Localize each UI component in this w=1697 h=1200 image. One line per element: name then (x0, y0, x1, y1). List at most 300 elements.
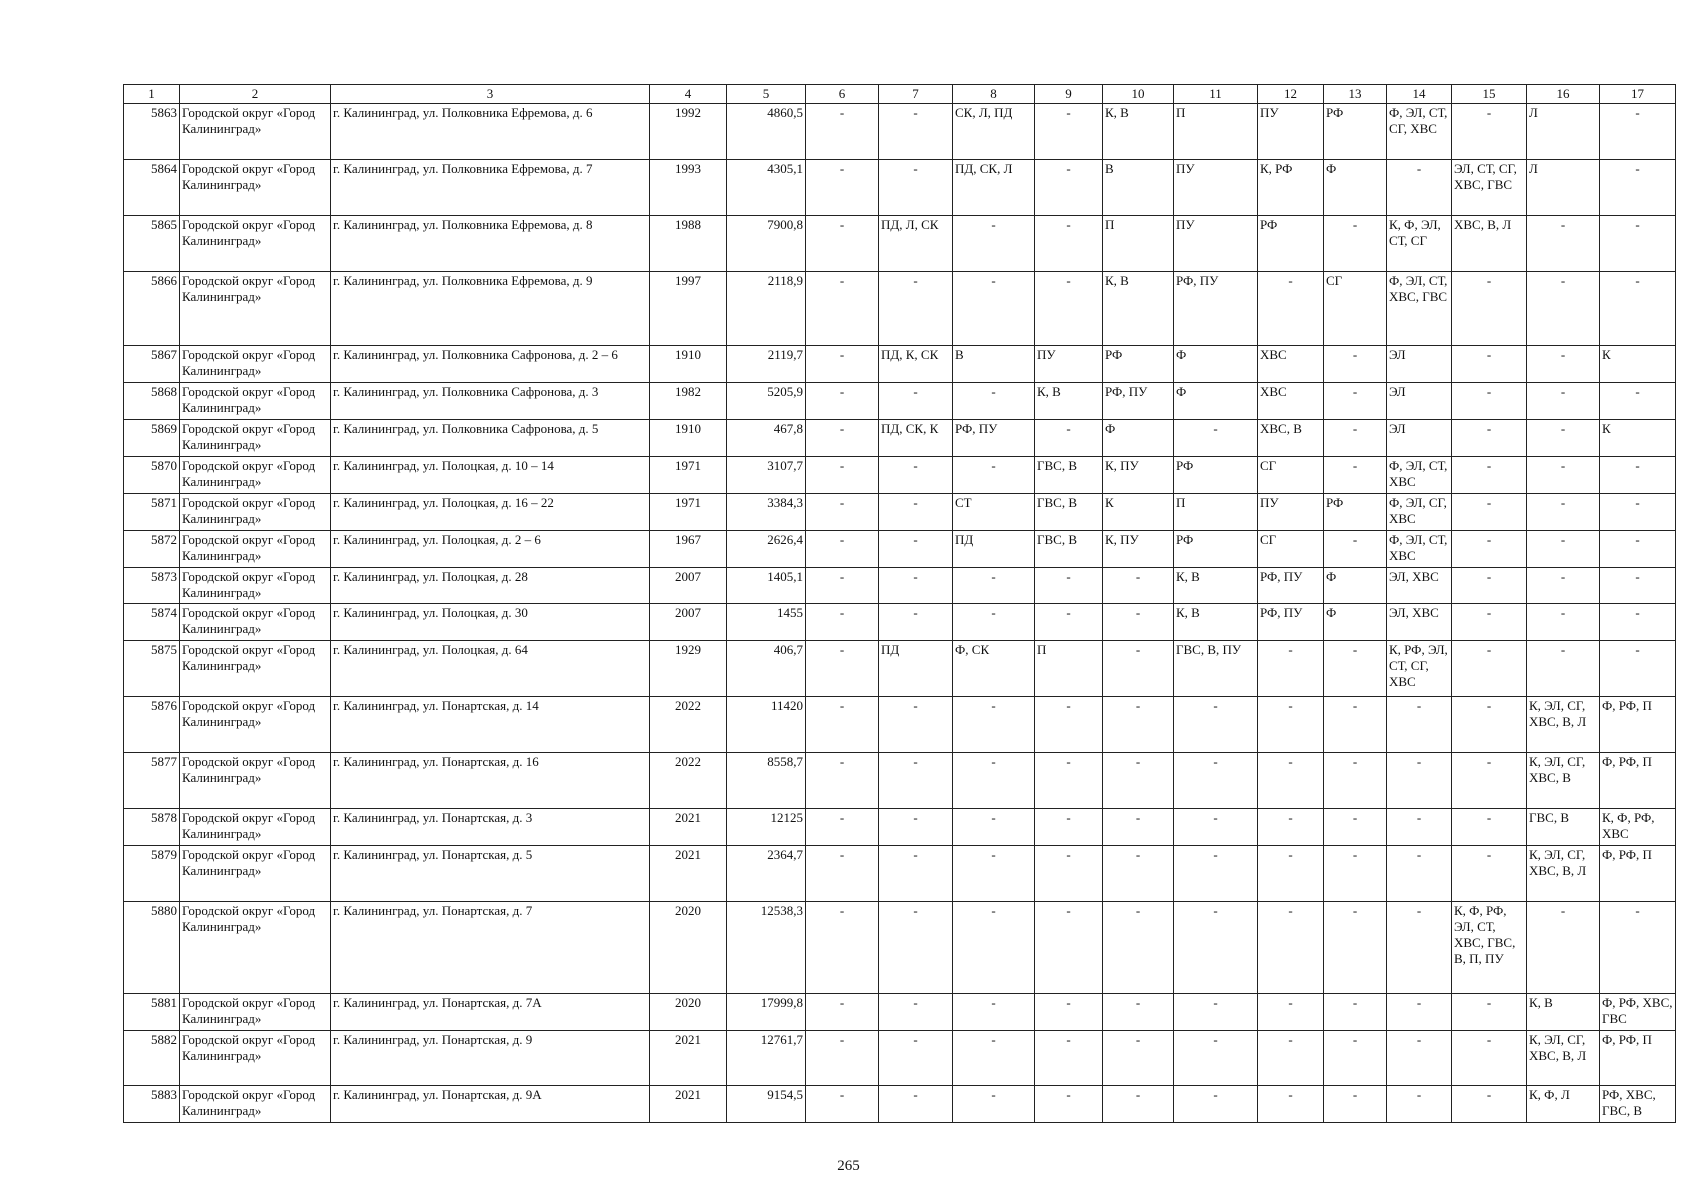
table-cell-col-8: - (953, 753, 1035, 809)
table-cell-col-16: К, ЭЛ, СГ, ХВС, В (1527, 753, 1600, 809)
table-cell-col-1: 5868 (124, 383, 180, 420)
table-cell-col-7: - (879, 457, 953, 494)
table-cell-col-15: - (1452, 641, 1527, 697)
table-cell-col-15: - (1452, 457, 1527, 494)
table-cell-col-8: - (953, 272, 1035, 346)
table-cell-col-2: Городской округ «Город Калининград» (180, 346, 331, 383)
table-cell-col-4: 2022 (650, 697, 727, 753)
table-cell-col-13: - (1324, 531, 1387, 568)
table-cell-col-11: - (1174, 846, 1258, 902)
table-cell-col-1: 5863 (124, 104, 180, 160)
table-cell-col-11: К, В (1174, 568, 1258, 604)
table-cell-col-13: - (1324, 383, 1387, 420)
table-cell-col-1: 5876 (124, 697, 180, 753)
table-cell-col-15: К, Ф, РФ, ЭЛ, СТ, ХВС, ГВС, В, П, ПУ (1452, 902, 1527, 994)
table-cell-col-13: - (1324, 420, 1387, 457)
table-cell-col-17: - (1600, 383, 1676, 420)
table-cell-col-3: г. Калининград, ул. Полковника Ефремова, д. 7 (331, 160, 650, 216)
table-cell-col-6: - (806, 494, 879, 531)
table-cell-col-1: 5869 (124, 420, 180, 457)
table-cell-col-6: - (806, 604, 879, 641)
table-cell-col-15: - (1452, 272, 1527, 346)
table-cell-col-12: ХВС, В (1258, 420, 1324, 457)
table-cell-col-4: 1992 (650, 104, 727, 160)
table-cell-col-10: К, ПУ (1103, 457, 1174, 494)
table-cell-col-17: - (1600, 494, 1676, 531)
table-cell-col-12: - (1258, 1086, 1324, 1123)
table-cell-col-8: - (953, 809, 1035, 846)
table-cell-col-2: Городской округ «Город Калининград» (180, 902, 331, 994)
table-cell-col-13: Ф (1324, 604, 1387, 641)
table-cell-col-9: - (1035, 272, 1103, 346)
table-cell-col-6: - (806, 1031, 879, 1086)
housing-register-table (123, 84, 1676, 1123)
table-cell-col-13: - (1324, 753, 1387, 809)
table-cell-col-4: 1971 (650, 494, 727, 531)
table-cell-col-12: РФ, ПУ (1258, 604, 1324, 641)
table-cell-col-4: 2021 (650, 1086, 727, 1123)
table-cell-col-12: - (1258, 846, 1324, 902)
table-cell-col-14: - (1387, 1086, 1452, 1123)
table-cell-col-9: ГВС, В (1035, 494, 1103, 531)
table-cell-col-8: - (953, 1086, 1035, 1123)
table-cell-col-12: ПУ (1258, 494, 1324, 531)
table-cell-col-7: - (879, 494, 953, 531)
table-cell-col-11: П (1174, 494, 1258, 531)
table-cell-col-3: г. Калининград, ул. Полоцкая, д. 16 – 22 (331, 494, 650, 531)
table-cell-col-7: - (879, 104, 953, 160)
table-cell-col-14: - (1387, 753, 1452, 809)
table-cell-col-10: - (1103, 846, 1174, 902)
table-row (124, 272, 1676, 346)
table-cell-col-14: ЭЛ, ХВС (1387, 568, 1452, 604)
table-cell-col-17: - (1600, 457, 1676, 494)
table-cell-col-3: г. Калининград, ул. Полоцкая, д. 30 (331, 604, 650, 641)
table-cell-col-13: - (1324, 697, 1387, 753)
table-cell-col-5: 12761,7 (727, 1031, 806, 1086)
table-cell-col-7: - (879, 160, 953, 216)
table-cell-col-9: - (1035, 994, 1103, 1031)
table-cell-col-6: - (806, 697, 879, 753)
table-cell-col-9: - (1035, 753, 1103, 809)
table-cell-col-15: - (1452, 753, 1527, 809)
table-cell-col-15: - (1452, 1031, 1527, 1086)
table-cell-col-14: - (1387, 902, 1452, 994)
table-cell-col-9: - (1035, 568, 1103, 604)
table-cell-col-8: - (953, 697, 1035, 753)
table-row (124, 994, 1676, 1031)
table-cell-col-4: 1997 (650, 272, 727, 346)
table-cell-col-13: - (1324, 346, 1387, 383)
table-cell-col-5: 5205,9 (727, 383, 806, 420)
table-cell-col-10: - (1103, 902, 1174, 994)
table-cell-col-13: - (1324, 641, 1387, 697)
column-header-8: 8 (953, 85, 1035, 104)
table-cell-col-6: - (806, 346, 879, 383)
table-cell-col-5: 12125 (727, 809, 806, 846)
table-cell-col-13: - (1324, 457, 1387, 494)
table-cell-col-2: Городской округ «Город Калининград» (180, 604, 331, 641)
table-cell-col-17: К (1600, 346, 1676, 383)
table-cell-col-12: - (1258, 994, 1324, 1031)
table-cell-col-14: К, Ф, ЭЛ, СТ, СГ (1387, 216, 1452, 272)
table-cell-col-3: г. Калининград, ул. Понартская, д. 14 (331, 697, 650, 753)
table-cell-col-16: - (1527, 457, 1600, 494)
table-cell-col-11: - (1174, 1031, 1258, 1086)
table-cell-col-12: РФ (1258, 216, 1324, 272)
table-cell-col-11: - (1174, 697, 1258, 753)
table-cell-col-14: - (1387, 697, 1452, 753)
table-cell-col-14: ЭЛ, ХВС (1387, 604, 1452, 641)
table-cell-col-6: - (806, 216, 879, 272)
table-cell-col-15: - (1452, 604, 1527, 641)
table-cell-col-6: - (806, 420, 879, 457)
table-cell-col-3: г. Калининград, ул. Полковника Сафронова, д. 2 – 6 (331, 346, 650, 383)
table-cell-col-15: - (1452, 1086, 1527, 1123)
table-cell-col-8: - (953, 568, 1035, 604)
table-cell-col-11: П (1174, 104, 1258, 160)
table-cell-col-4: 1993 (650, 160, 727, 216)
table-cell-col-12: К, РФ (1258, 160, 1324, 216)
table-cell-col-1: 5878 (124, 809, 180, 846)
table-cell-col-6: - (806, 383, 879, 420)
table-cell-col-17: К (1600, 420, 1676, 457)
table-cell-col-8: ПД, СК, Л (953, 160, 1035, 216)
table-cell-col-3: г. Калининград, ул. Полоцкая, д. 64 (331, 641, 650, 697)
table-cell-col-7: - (879, 697, 953, 753)
table-cell-col-14: ЭЛ (1387, 346, 1452, 383)
table-cell-col-3: г. Калининград, ул. Понартская, д. 7А (331, 994, 650, 1031)
table-cell-col-6: - (806, 641, 879, 697)
table-cell-col-12: - (1258, 697, 1324, 753)
table-cell-col-11: - (1174, 994, 1258, 1031)
table-cell-col-16: - (1527, 383, 1600, 420)
table-cell-col-17: - (1600, 902, 1676, 994)
table-cell-col-16: - (1527, 272, 1600, 346)
table-cell-col-11: ПУ (1174, 160, 1258, 216)
table-cell-col-16: - (1527, 494, 1600, 531)
table-cell-col-5: 3107,7 (727, 457, 806, 494)
column-header-3: 3 (331, 85, 650, 104)
table-row (124, 383, 1676, 420)
table-cell-col-2: Городской округ «Город Калининград» (180, 160, 331, 216)
table-cell-col-12: - (1258, 753, 1324, 809)
table-cell-col-17: Ф, РФ, ХВС, ГВС (1600, 994, 1676, 1031)
table-cell-col-2: Городской округ «Город Калининград» (180, 420, 331, 457)
table-cell-col-12: СГ (1258, 457, 1324, 494)
table-cell-col-7: - (879, 383, 953, 420)
table-cell-col-2: Городской округ «Город Калининград» (180, 272, 331, 346)
table-cell-col-10: - (1103, 994, 1174, 1031)
table-cell-col-1: 5882 (124, 1031, 180, 1086)
table-cell-col-16: Л (1527, 160, 1600, 216)
table-row (124, 216, 1676, 272)
table-cell-col-10: П (1103, 216, 1174, 272)
table-cell-col-15: - (1452, 568, 1527, 604)
table-cell-col-10: - (1103, 1031, 1174, 1086)
table-cell-col-5: 4305,1 (727, 160, 806, 216)
table-cell-col-9: К, В (1035, 383, 1103, 420)
table-cell-col-10: К, В (1103, 272, 1174, 346)
table-cell-col-2: Городской округ «Город Калининград» (180, 494, 331, 531)
table-cell-col-14: ЭЛ (1387, 383, 1452, 420)
table-cell-col-12: - (1258, 809, 1324, 846)
table-cell-col-17: - (1600, 272, 1676, 346)
table-row (124, 457, 1676, 494)
table-cell-col-5: 8558,7 (727, 753, 806, 809)
table-cell-col-16: - (1527, 531, 1600, 568)
table-cell-col-4: 1967 (650, 531, 727, 568)
table-cell-col-17: - (1600, 531, 1676, 568)
table-cell-col-1: 5879 (124, 846, 180, 902)
table-cell-col-9: - (1035, 697, 1103, 753)
table-cell-col-17: Ф, РФ, П (1600, 753, 1676, 809)
table-cell-col-8: В (953, 346, 1035, 383)
table-cell-col-13: - (1324, 846, 1387, 902)
table-cell-col-17: - (1600, 568, 1676, 604)
table-cell-col-8: - (953, 457, 1035, 494)
table-cell-col-11: - (1174, 809, 1258, 846)
table-cell-col-7: ПД, К, СК (879, 346, 953, 383)
table-cell-col-6: - (806, 994, 879, 1031)
table-cell-col-4: 2007 (650, 568, 727, 604)
table-cell-col-16: К, Ф, Л (1527, 1086, 1600, 1123)
table-cell-col-13: Ф (1324, 568, 1387, 604)
table-cell-col-2: Городской округ «Город Калининград» (180, 753, 331, 809)
table-cell-col-8: СК, Л, ПД (953, 104, 1035, 160)
table-cell-col-2: Городской округ «Город Калининград» (180, 104, 331, 160)
table-cell-col-4: 1929 (650, 641, 727, 697)
table-cell-col-1: 5880 (124, 902, 180, 994)
table-cell-col-14: - (1387, 809, 1452, 846)
table-cell-col-13: Ф (1324, 160, 1387, 216)
table-cell-col-3: г. Калининград, ул. Полковника Ефремова, д. 6 (331, 104, 650, 160)
table-cell-col-12: ХВС (1258, 346, 1324, 383)
table-cell-col-10: РФ (1103, 346, 1174, 383)
table-cell-col-1: 5864 (124, 160, 180, 216)
table-cell-col-16: К, ЭЛ, СГ, ХВС, В, Л (1527, 697, 1600, 753)
table-cell-col-15: - (1452, 494, 1527, 531)
table-cell-col-4: 1971 (650, 457, 727, 494)
table-cell-col-11: ПУ (1174, 216, 1258, 272)
table-cell-col-5: 17999,8 (727, 994, 806, 1031)
table-cell-col-3: г. Калининград, ул. Полоцкая, д. 10 – 14 (331, 457, 650, 494)
table-cell-col-11: РФ, ПУ (1174, 272, 1258, 346)
table-cell-col-4: 2020 (650, 994, 727, 1031)
table-cell-col-2: Городской округ «Город Калининград» (180, 457, 331, 494)
table-cell-col-17: - (1600, 104, 1676, 160)
page-number: 265 (837, 1158, 860, 1174)
table-cell-col-2: Городской округ «Город Калининград» (180, 1086, 331, 1123)
table-cell-col-14: - (1387, 1031, 1452, 1086)
table-row (124, 697, 1676, 753)
table-cell-col-3: г. Калининград, ул. Понартская, д. 7 (331, 902, 650, 994)
table-cell-col-7: ПД, Л, СК (879, 216, 953, 272)
table-cell-col-2: Городской округ «Город Калининград» (180, 809, 331, 846)
table-cell-col-9: - (1035, 902, 1103, 994)
table-cell-col-14: К, РФ, ЭЛ, СТ, СГ, ХВС (1387, 641, 1452, 697)
table-cell-col-11: РФ (1174, 531, 1258, 568)
table-cell-col-7: - (879, 809, 953, 846)
table-cell-col-5: 2364,7 (727, 846, 806, 902)
table-cell-col-10: РФ, ПУ (1103, 383, 1174, 420)
table-cell-col-5: 2119,7 (727, 346, 806, 383)
table-cell-col-9: ГВС, В (1035, 531, 1103, 568)
column-header-6: 6 (806, 85, 879, 104)
table-cell-col-12: ХВС (1258, 383, 1324, 420)
table-cell-col-10: - (1103, 1086, 1174, 1123)
table-cell-col-9: - (1035, 104, 1103, 160)
table-cell-col-5: 7900,8 (727, 216, 806, 272)
table-cell-col-14: - (1387, 846, 1452, 902)
table-cell-col-13: - (1324, 902, 1387, 994)
table-cell-col-5: 12538,3 (727, 902, 806, 994)
table-cell-col-8: - (953, 994, 1035, 1031)
table-cell-col-7: - (879, 846, 953, 902)
table-cell-col-1: 5866 (124, 272, 180, 346)
table-cell-col-3: г. Калининград, ул. Понартская, д. 16 (331, 753, 650, 809)
table-cell-col-1: 5865 (124, 216, 180, 272)
table-cell-col-6: - (806, 160, 879, 216)
table-cell-col-10: - (1103, 604, 1174, 641)
table-cell-col-10: - (1103, 753, 1174, 809)
table-cell-col-3: г. Калининград, ул. Полковника Ефремова, д. 8 (331, 216, 650, 272)
table-cell-col-9: - (1035, 1031, 1103, 1086)
table-cell-col-4: 1982 (650, 383, 727, 420)
table-cell-col-7: - (879, 604, 953, 641)
table-cell-col-8: - (953, 604, 1035, 641)
table-cell-col-9: - (1035, 216, 1103, 272)
table-cell-col-1: 5883 (124, 1086, 180, 1123)
table-cell-col-15: - (1452, 346, 1527, 383)
column-number-header-row (124, 85, 1676, 104)
table-cell-col-2: Городской округ «Город Калининград» (180, 846, 331, 902)
table-row (124, 104, 1676, 160)
table-cell-col-9: - (1035, 604, 1103, 641)
table-cell-col-13: - (1324, 1031, 1387, 1086)
table-cell-col-8: ПД (953, 531, 1035, 568)
table-cell-col-14: ЭЛ (1387, 420, 1452, 457)
table-cell-col-2: Городской округ «Город Калининград» (180, 994, 331, 1031)
table-cell-col-12: РФ, ПУ (1258, 568, 1324, 604)
table-cell-col-16: - (1527, 568, 1600, 604)
table-cell-col-15: - (1452, 846, 1527, 902)
table-cell-col-12: - (1258, 902, 1324, 994)
table-cell-col-15: - (1452, 383, 1527, 420)
table-cell-col-16: - (1527, 420, 1600, 457)
table-cell-col-10: К, В (1103, 104, 1174, 160)
table-cell-col-15: ЭЛ, СТ, СГ, ХВС, ГВС (1452, 160, 1527, 216)
table-cell-col-14: Ф, ЭЛ, СТ, ХВС (1387, 457, 1452, 494)
table-cell-col-1: 5872 (124, 531, 180, 568)
table-row (124, 641, 1676, 697)
table-cell-col-5: 11420 (727, 697, 806, 753)
table-cell-col-12: СГ (1258, 531, 1324, 568)
table-cell-col-3: г. Калининград, ул. Понартская, д. 9 (331, 1031, 650, 1086)
table-cell-col-9: - (1035, 1086, 1103, 1123)
table-cell-col-2: Городской округ «Город Калининград» (180, 1031, 331, 1086)
table-cell-col-9: ГВС, В (1035, 457, 1103, 494)
table-cell-col-4: 2021 (650, 809, 727, 846)
table-cell-col-17: - (1600, 641, 1676, 697)
table-cell-col-10: - (1103, 641, 1174, 697)
column-header-1: 1 (124, 85, 180, 104)
table-cell-col-15: - (1452, 994, 1527, 1031)
table-cell-col-15: ХВС, В, Л (1452, 216, 1527, 272)
table-cell-col-11: Ф (1174, 383, 1258, 420)
table-cell-col-7: - (879, 1086, 953, 1123)
table-cell-col-14: - (1387, 160, 1452, 216)
table-cell-col-5: 406,7 (727, 641, 806, 697)
table-cell-col-17: - (1600, 604, 1676, 641)
register-table-container (123, 84, 1675, 1123)
table-cell-col-14: Ф, ЭЛ, СТ, СГ, ХВС (1387, 104, 1452, 160)
table-cell-col-16: - (1527, 902, 1600, 994)
table-cell-col-10: - (1103, 809, 1174, 846)
table-cell-col-16: Л (1527, 104, 1600, 160)
table-cell-col-16: - (1527, 641, 1600, 697)
table-cell-col-7: ПД, СК, К (879, 420, 953, 457)
table-cell-col-1: 5867 (124, 346, 180, 383)
table-cell-col-4: 2021 (650, 1031, 727, 1086)
table-cell-col-3: г. Калининград, ул. Понартская, д. 3 (331, 809, 650, 846)
table-cell-col-1: 5870 (124, 457, 180, 494)
table-cell-col-17: Ф, РФ, П (1600, 846, 1676, 902)
table-cell-col-2: Городской округ «Город Калининград» (180, 568, 331, 604)
table-cell-col-17: Ф, РФ, П (1600, 1031, 1676, 1086)
table-cell-col-9: - (1035, 420, 1103, 457)
table-cell-col-15: - (1452, 104, 1527, 160)
table-cell-col-13: - (1324, 216, 1387, 272)
table-cell-col-3: г. Калининград, ул. Понартская, д. 9А (331, 1086, 650, 1123)
table-cell-col-7: - (879, 1031, 953, 1086)
table-cell-col-5: 9154,5 (727, 1086, 806, 1123)
table-cell-col-14: Ф, ЭЛ, СТ, ХВС (1387, 531, 1452, 568)
table-cell-col-17: - (1600, 160, 1676, 216)
register-table-body (124, 104, 1676, 1123)
column-header-2: 2 (180, 85, 331, 104)
table-cell-col-11: - (1174, 902, 1258, 994)
table-cell-col-8: Ф, СК (953, 641, 1035, 697)
table-cell-col-5: 3384,3 (727, 494, 806, 531)
table-cell-col-16: К, ЭЛ, СГ, ХВС, В, Л (1527, 846, 1600, 902)
table-cell-col-6: - (806, 568, 879, 604)
table-cell-col-8: - (953, 846, 1035, 902)
table-cell-col-8: - (953, 216, 1035, 272)
table-cell-col-17: РФ, ХВС, ГВС, В (1600, 1086, 1676, 1123)
table-cell-col-7: - (879, 531, 953, 568)
table-cell-col-7: - (879, 753, 953, 809)
table-cell-col-9: П (1035, 641, 1103, 697)
table-cell-col-4: 1988 (650, 216, 727, 272)
table-cell-col-12: - (1258, 641, 1324, 697)
table-cell-col-11: - (1174, 1086, 1258, 1123)
table-cell-col-11: К, В (1174, 604, 1258, 641)
table-cell-col-7: - (879, 272, 953, 346)
table-cell-col-11: - (1174, 753, 1258, 809)
table-cell-col-12: - (1258, 272, 1324, 346)
table-cell-col-8: - (953, 383, 1035, 420)
table-cell-col-1: 5877 (124, 753, 180, 809)
table-cell-col-6: - (806, 902, 879, 994)
table-cell-col-17: К, Ф, РФ, ХВС (1600, 809, 1676, 846)
table-cell-col-8: СТ (953, 494, 1035, 531)
table-cell-col-8: РФ, ПУ (953, 420, 1035, 457)
table-row (124, 531, 1676, 568)
table-row (124, 846, 1676, 902)
table-cell-col-1: 5874 (124, 604, 180, 641)
table-cell-col-12: ПУ (1258, 104, 1324, 160)
